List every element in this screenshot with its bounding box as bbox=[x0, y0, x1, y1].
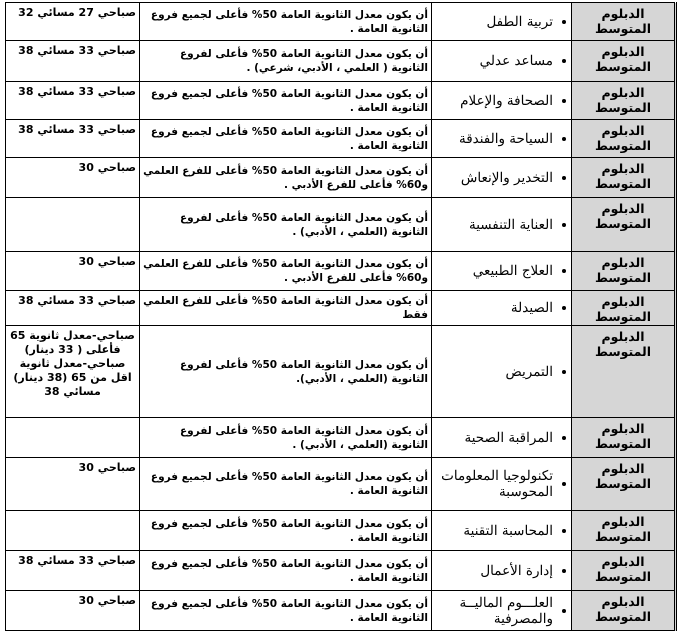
programs-table bbox=[5, 2, 677, 631]
major-label: التخدير والإنعاش bbox=[460, 169, 553, 186]
table-row bbox=[6, 418, 676, 458]
requirement-cell: أن يكون معدل الثانوية العامة 50% فأعلى لفروع الثانوية (العلمي ، الأدبي) . bbox=[140, 418, 432, 458]
major-label: تربية الطفل bbox=[486, 13, 553, 30]
requirement-cell: أن يكون معدل الثانوية العامة 50% فأعلى للفرع العلمي فقط bbox=[140, 291, 432, 326]
bullet-icon bbox=[562, 370, 566, 374]
requirement-cell: أن يكون معدل الثانوية العامة 50% فأعلى لفروع الثانوية ( العلمي ، الأدبي، شرعي) . bbox=[140, 41, 432, 82]
major-label: العناية التنفسية bbox=[468, 216, 553, 233]
requirement-cell: أن يكون معدل الثانوية العامة 50% فأعلى لجميع فروع الثانوية العامة . bbox=[140, 458, 432, 511]
major-cell bbox=[432, 120, 572, 158]
bullet-icon bbox=[562, 529, 566, 533]
bullet-icon bbox=[562, 482, 566, 486]
major-cell bbox=[432, 41, 572, 82]
level-cell: الدبلوم المتوسط bbox=[572, 291, 676, 326]
table-row bbox=[6, 591, 676, 631]
bullet-icon bbox=[562, 269, 566, 273]
major-label: السياحة والفندقة bbox=[458, 130, 553, 147]
shift-cell bbox=[6, 418, 140, 458]
major-cell bbox=[432, 3, 572, 41]
level-cell: الدبلوم المتوسط bbox=[572, 418, 676, 458]
shift-cell: صباحي 30 bbox=[6, 591, 140, 631]
bullet-icon bbox=[562, 20, 566, 24]
major-label: التمريض bbox=[505, 363, 553, 380]
shift-cell: صباحي 33 مسائي 38 bbox=[6, 82, 140, 120]
shift-cell: صباحي 30 bbox=[6, 252, 140, 291]
major-cell bbox=[432, 511, 572, 551]
table-row bbox=[6, 120, 676, 158]
table-row bbox=[6, 82, 676, 120]
major-cell bbox=[432, 591, 572, 631]
major-cell bbox=[432, 252, 572, 291]
table-row bbox=[6, 458, 676, 511]
shift-cell: صباحي 33 مسائي 38 bbox=[6, 41, 140, 82]
level-cell: الدبلوم المتوسط bbox=[572, 326, 676, 418]
level-cell: الدبلوم المتوسط bbox=[572, 458, 676, 511]
major-cell bbox=[432, 551, 572, 591]
requirement-cell: أن يكون معدل الثانوية العامة 50% فأعلى للفرع العلمي و60% فأعلى للفرع الأدبي . bbox=[140, 252, 432, 291]
major-label: المحاسبة التقنية bbox=[463, 522, 553, 539]
level-cell: الدبلوم المتوسط bbox=[572, 120, 676, 158]
level-cell: الدبلوم المتوسط bbox=[572, 551, 676, 591]
major-label: إدارة الأعمال bbox=[480, 562, 553, 579]
level-cell: الدبلوم المتوسط bbox=[572, 158, 676, 198]
major-cell bbox=[432, 326, 572, 418]
major-label: الصحافة والإعلام bbox=[460, 92, 553, 109]
requirement-cell: أن يكون معدل الثانوية العامة 50% فأعلى لجميع فروع الثانوية العامة . bbox=[140, 3, 432, 41]
table-row bbox=[6, 198, 676, 252]
requirement-cell: أن يكون معدل الثانوية العامة 50% فأعلى لفروع الثانوية (العلمي ، الأدبي). bbox=[140, 326, 432, 418]
level-cell: الدبلوم المتوسط bbox=[572, 3, 676, 41]
major-cell bbox=[432, 458, 572, 511]
table-row bbox=[6, 158, 676, 198]
level-cell: الدبلوم المتوسط bbox=[572, 82, 676, 120]
bullet-icon bbox=[562, 569, 566, 573]
requirement-cell: أن يكون معدل الثانوية العامة 50% فأعلى لجميع فروع الثانوية العامة . bbox=[140, 82, 432, 120]
level-cell: الدبلوم المتوسط bbox=[572, 511, 676, 551]
major-cell bbox=[432, 158, 572, 198]
shift-cell: صباحي 27 مسائي 32 bbox=[6, 3, 140, 41]
requirement-cell: أن يكون معدل الثانوية العامة 50% فأعلى لجميع فروع الثانوية العامة . bbox=[140, 511, 432, 551]
table-row bbox=[6, 291, 676, 326]
major-label: الصيدلة bbox=[510, 300, 553, 316]
bullet-icon bbox=[562, 59, 566, 63]
shift-cell: صباحي 33 مسائي 38 bbox=[6, 291, 140, 326]
shift-cell: صباحي-معدل ثانوية 65 فأعلى ( 33 دينار) صباحي-معدل ثانوية اقل من 65 (38 دينار) مسائي 38 bbox=[6, 326, 140, 418]
requirement-cell: أن يكون معدل الثانوية العامة 50% فأعلى لجميع فروع الثانوية العامة . bbox=[140, 551, 432, 591]
table-row bbox=[6, 326, 676, 418]
table-row bbox=[6, 3, 676, 41]
table-row bbox=[6, 511, 676, 551]
bullet-icon bbox=[562, 609, 566, 613]
bullet-icon bbox=[562, 223, 566, 227]
major-cell bbox=[432, 291, 572, 326]
major-label: تكنولوجيا المعلومات المحوسبة bbox=[441, 468, 553, 500]
table-row bbox=[6, 41, 676, 82]
table-row bbox=[6, 551, 676, 591]
level-cell: الدبلوم المتوسط bbox=[572, 198, 676, 252]
major-cell bbox=[432, 198, 572, 252]
requirement-cell: أن يكون معدل الثانوية العامة 50% فأعلى لفروع الثانوية (العلمي ، الأدبي) . bbox=[140, 198, 432, 252]
bullet-icon bbox=[562, 99, 566, 103]
major-label: المراقبة الصحية bbox=[464, 429, 553, 446]
shift-cell: صباحي 33 مسائي 38 bbox=[6, 120, 140, 158]
bullet-icon bbox=[562, 306, 566, 310]
shift-cell: صباحي 30 bbox=[6, 158, 140, 198]
table-row bbox=[6, 252, 676, 291]
shift-cell bbox=[6, 198, 140, 252]
requirement-cell: أن يكون معدل الثانوية العامة 50% فأعلى لجميع فروع الثانوية العامة . bbox=[140, 591, 432, 631]
requirement-cell: أن يكون معدل الثانوية العامة 50% فأعلى لجميع فروع الثانوية العامة . bbox=[140, 120, 432, 158]
major-cell bbox=[432, 418, 572, 458]
major-label: العلاج الطبيعي bbox=[472, 263, 553, 279]
bullet-icon bbox=[562, 137, 566, 141]
bullet-icon bbox=[562, 436, 566, 440]
level-cell: الدبلوم المتوسط bbox=[572, 591, 676, 631]
major-label: العلـــوم الماليــة والمصرفية bbox=[459, 594, 553, 627]
level-cell: الدبلوم المتوسط bbox=[572, 252, 676, 291]
level-cell: الدبلوم المتوسط bbox=[572, 41, 676, 82]
shift-cell: صباحي 30 bbox=[6, 458, 140, 511]
requirement-cell: أن يكون معدل الثانوية العامة 50% فأعلى للفرع العلمي و60% فأعلى للفرع الأدبي . bbox=[140, 158, 432, 198]
shift-cell: صباحي 33 مسائي 38 bbox=[6, 551, 140, 591]
major-label: مساعد عدلي bbox=[479, 53, 553, 69]
shift-cell bbox=[6, 511, 140, 551]
bullet-icon bbox=[562, 176, 566, 180]
major-cell bbox=[432, 82, 572, 120]
